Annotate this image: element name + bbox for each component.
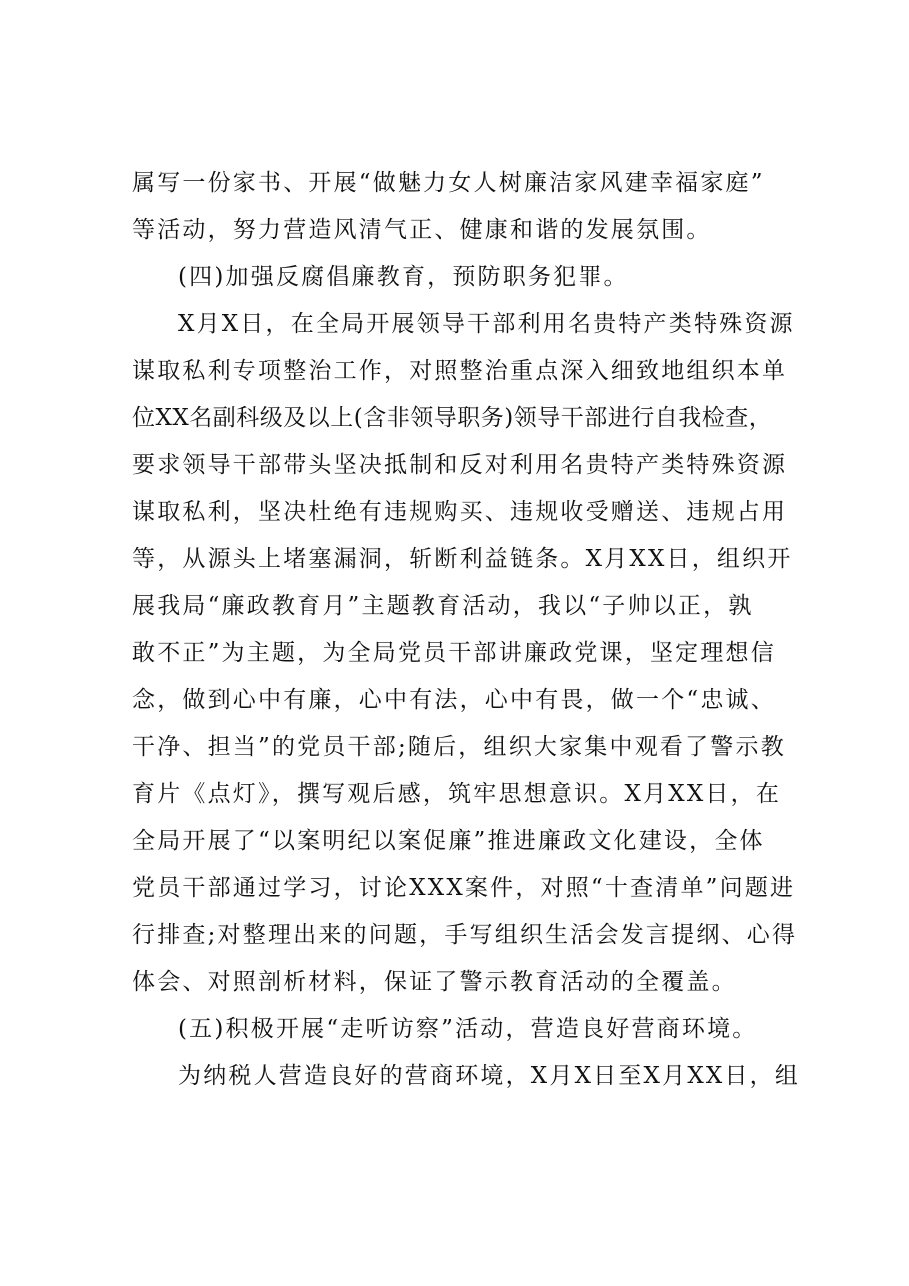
text-line-18: 体会、对照剖析材料，保证了警示教育活动的全覆盖。	[132, 969, 737, 995]
text-line-20: 为纳税人营造良好的营商环境，X月X日至X月XX日，组	[178, 1063, 801, 1089]
text-line-1: 属写一份家书、开展“做魅力女人树廉洁家风建幸福家庭”	[132, 170, 765, 196]
text-line-9: 等，从源头上堵塞漏洞，斩断利益链条。X月XX日，组织开	[132, 546, 793, 572]
text-line-2: 等活动，努力营造风清气正、健康和谐的发展氛围。	[132, 217, 712, 243]
text-line-8: 谋取私利，坚决杜绝有违规购买、违规收受赠送、违规占用	[132, 499, 788, 525]
text-line-6: 位XX名副科级及以上(含非领导职务)领导干部进行自我检查，	[132, 405, 773, 431]
text-line-5: 谋取私利专项整治工作，对照整治重点深入细致地组织本单	[132, 358, 788, 384]
text-line-11: 敢不正”为主题，为全局党员干部讲廉政党课，坚定理想信	[132, 640, 776, 666]
text-line-12: 念，做到心中有廉，心中有法，心中有畏，做一个“忠诚、	[132, 687, 776, 713]
text-line-4: X月X日，在全局开展领导干部利用名贵特产类特殊资源	[178, 311, 795, 337]
text-line-16: 党员干部通过学习，讨论XXX案件，对照“十查清单”问题进	[132, 875, 796, 901]
text-line-15: 全局开展了“以案明纪以案促廉”推进廉政文化建设，全体	[132, 828, 765, 854]
text-line-17: 行排查;对整理出来的问题，手写组织生活会发言提纲、心得	[132, 922, 798, 948]
document-body	[132, 160, 801, 1100]
section-heading-5: (五)积极开展“走听访察”活动，营造良好营商环境。	[178, 1016, 758, 1042]
section-heading-4: (四)加强反腐倡廉教育，预防职务犯罪。	[178, 264, 629, 290]
text-line-14: 育片《点灯》，撰写观后感，筑牢思想意识。X月XX日，在	[132, 781, 782, 807]
text-line-10: 展我局“廉政教育月”主题教育活动，我以“子帅以正，孰	[132, 593, 754, 619]
text-line-13: 干净、担当”的党员干部;随后，组织大家集中观看了警示教	[132, 734, 786, 760]
text-line-7: 要求领导干部带头坚决抵制和反对利用名贵特产类特殊资源	[132, 452, 788, 478]
